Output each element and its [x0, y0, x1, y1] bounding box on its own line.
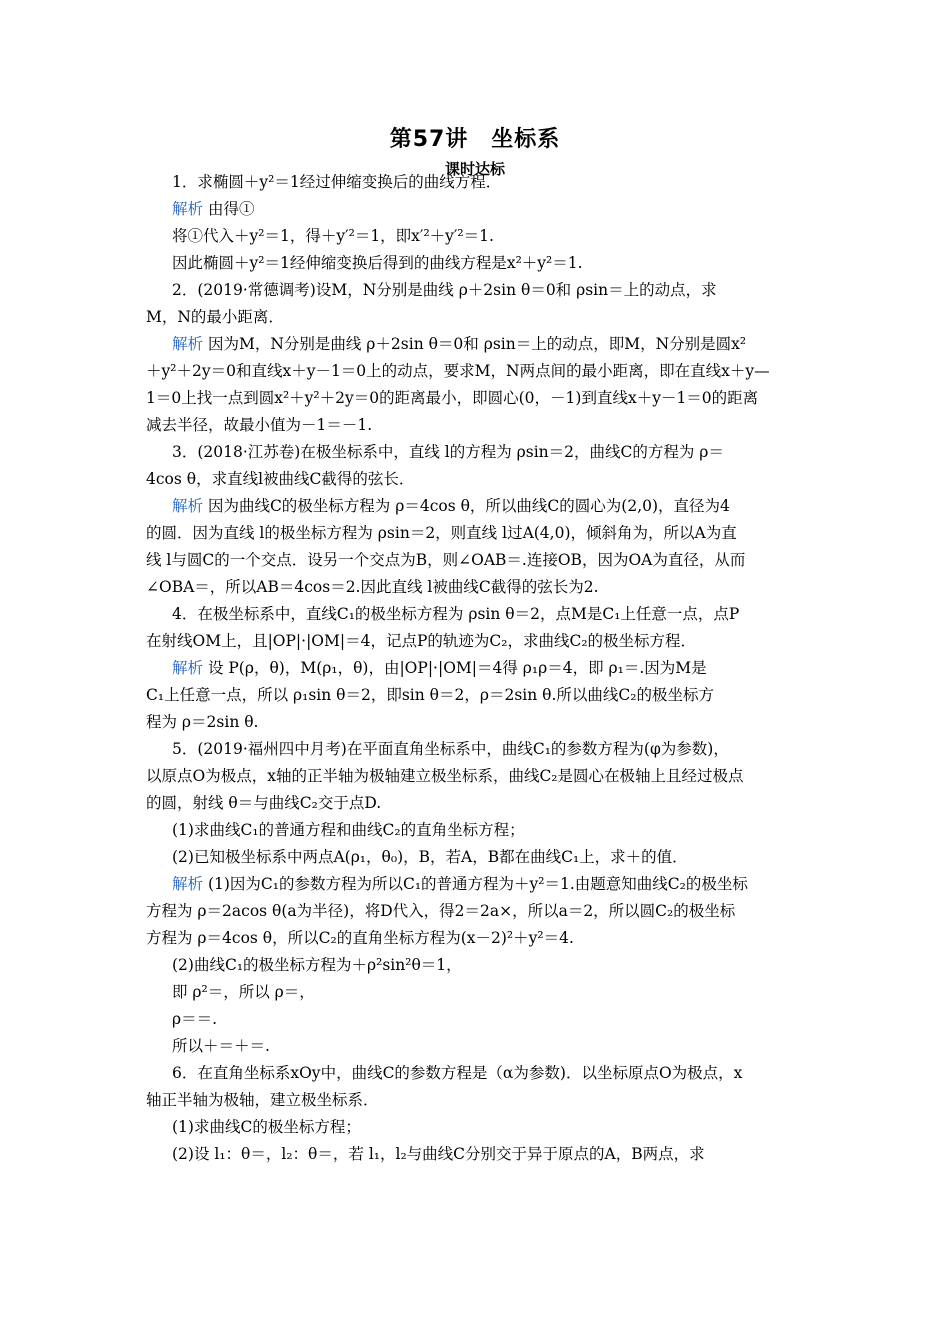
text-line [0, 577, 950, 597]
text-line [0, 1090, 950, 1110]
text-line [0, 982, 950, 1002]
text-line [0, 469, 950, 489]
solution-label: 解析 [172, 875, 204, 893]
line-text: 线 l与圆C的一个交点．设另一个交点为B，则∠OAB＝.连接OB，因为OA为直径，从而 [146, 551, 746, 569]
text-line [0, 361, 950, 381]
text-line [0, 523, 950, 543]
line-text: (1)求曲线C₁的普通方程和曲线C₂的直角坐标方程； [172, 821, 525, 839]
line-text: 4cos θ，求直线l被曲线C截得的弦长． [146, 470, 415, 488]
line-text: 设 P(ρ，θ)，M(ρ₁，θ)，由|OP|·|OM|＝4得 ρ₁ρ＝4，即 ρ₁＝.因为M是 [203, 659, 707, 677]
line-text: 2．(2019·常德调考)设M，N分别是曲线 ρ＋2sin θ＝0和 ρsin＝上的动点，求 [172, 281, 717, 299]
text-line [0, 307, 950, 327]
line-text: ρ＝＝. [172, 1010, 218, 1028]
text-line [0, 1063, 950, 1083]
text-line [0, 334, 950, 354]
text-line [0, 820, 950, 840]
line-text: 5．(2019·福州四中月考)在平面直角坐标系中，曲线C₁的参数方程为(φ为参数)， [172, 740, 729, 758]
line-text: 以原点O为极点，x轴的正半轴为极轴建立极坐标系，曲线C₂是圆心在极轴上且经过极点 [146, 767, 744, 785]
text-line [0, 1144, 950, 1164]
solution-label: 解析 [172, 659, 204, 677]
text-line [0, 253, 950, 273]
text-line [0, 388, 950, 408]
text-line [0, 172, 950, 192]
text-line [0, 874, 950, 894]
text-line [0, 604, 950, 624]
line-text: 所以＋＝＋＝. [172, 1037, 270, 1055]
line-text: 1．求椭圆＋y²＝1经过伸缩变换后的曲线方程． [172, 173, 502, 191]
line-text: (2)曲线C₁的极坐标方程为＋ρ²sin²θ＝1， [172, 956, 462, 974]
text-line [0, 631, 950, 651]
line-text: 方程为 ρ＝2acos θ(a为半径)，将D代入，得2＝2a×，所以a＝2，所以圆C₂的极坐标 [146, 902, 736, 920]
line-text: 因为曲线C的极坐标方程为 ρ＝4cos θ，所以曲线C的圆心为(2,0)，直径为4 [203, 497, 730, 515]
text-line [0, 226, 950, 246]
solution-label: 解析 [172, 200, 204, 218]
solution-label: 解析 [172, 497, 204, 515]
text-line [0, 712, 950, 732]
line-text: 即 ρ²＝，所以 ρ＝， [172, 983, 315, 1001]
line-text: C₁上任意一点，所以 ρ₁sin θ＝2，即sin θ＝2，ρ＝2sin θ.所以曲线C₂的极坐标方 [146, 686, 714, 704]
line-text: 减去半径，故最小值为－1＝－1. [146, 416, 373, 434]
line-text: (2)已知极坐标系中两点A(ρ₁，θ₀)，B，若A，B都在曲线C₁上，求＋的值． [172, 848, 688, 866]
line-text: 轴正半轴为极轴，建立极坐标系． [146, 1091, 379, 1109]
text-line [0, 766, 950, 786]
line-text: ＋y²＋2y＝0和直线x＋y－1＝0上的动点，要求M，N两点间的最小距离，即在直线x＋y— [146, 362, 770, 380]
text-line [0, 442, 950, 462]
text-line [0, 928, 950, 948]
line-text: (1)求曲线C的极坐标方程； [172, 1118, 361, 1136]
text-line [0, 1009, 950, 1029]
text-line [0, 685, 950, 705]
line-text: 方程为 ρ＝4cos θ，所以C₂的直角坐标方程为(x－2)²＋y²＝4. [146, 929, 574, 947]
text-line [0, 955, 950, 975]
line-text: 程为 ρ＝2sin θ. [146, 713, 259, 731]
line-text: 由得① [203, 200, 255, 218]
line-text: 3．(2018·江苏卷)在极坐标系中，直线 l的方程为 ρsin＝2，曲线C的方程为 ρ＝ [172, 443, 724, 461]
lesson-subtitle: 课时达标 [444, 160, 505, 178]
text-line [0, 847, 950, 867]
line-text: ∠OBA＝，所以AB＝4cos＝2.因此直线 l被曲线C截得的弦长为2. [146, 578, 599, 596]
text-line [0, 496, 950, 516]
line-text: 因此椭圆＋y²＝1经伸缩变换后得到的曲线方程是x²＋y²＝1. [172, 254, 583, 272]
line-text: 1＝0上找一点到圆x²＋y²＋2y＝0的距离最小，即圆心(0，－1)到直线x＋y－1＝0的距离 [146, 389, 759, 407]
line-text: 将①代入＋y²＝1，得＋y′²＝1，即x′²＋y′²＝1. [172, 227, 494, 245]
line-text: 4．在极坐标系中，直线C₁的极坐标方程为 ρsin θ＝2，点M是C₁上任意一点，点P [172, 605, 740, 623]
text-line [0, 658, 950, 678]
lesson-title: 第57讲 坐标系 [389, 127, 561, 152]
line-text: 的圆，射线 θ＝与曲线C₂交于点D. [146, 794, 382, 812]
text-line [0, 739, 950, 759]
line-text: 6．在直角坐标系xOy中，曲线C的参数方程是（α为参数)．以坐标原点O为极点，x [172, 1064, 743, 1082]
line-text: M，N的最小距离． [146, 308, 284, 326]
text-line [0, 793, 950, 813]
line-text: 的圆．因为直线 l的极坐标方程为 ρsin＝2，则直线 l过A(4,0)，倾斜角为，所以A为直 [146, 524, 737, 542]
line-text: (2)设 l₁：θ＝，l₂：θ＝，若 l₁，l₂与曲线C分别交于异于原点的A，B两点，求 [172, 1145, 705, 1163]
line-text: (1)因为C₁的参数方程为所以C₁的普通方程为＋y²＝1.由题意知曲线C₂的极坐标 [203, 875, 748, 893]
text-line [0, 415, 950, 435]
text-line [0, 901, 950, 921]
line-text: 在射线OM上，且|OP|·|OM|＝4，记点P的轨迹为C₂，求曲线C₂的极坐标方程． [146, 632, 697, 650]
line-text: 因为M，N分别是曲线 ρ＋2sin θ＝0和 ρsin＝上的动点，即M，N分别是圆x² [203, 335, 747, 353]
text-line [0, 550, 950, 570]
text-line [0, 199, 950, 219]
text-line [0, 1036, 950, 1056]
text-line [0, 280, 950, 300]
text-line [0, 1117, 950, 1137]
solution-label: 解析 [172, 335, 204, 353]
